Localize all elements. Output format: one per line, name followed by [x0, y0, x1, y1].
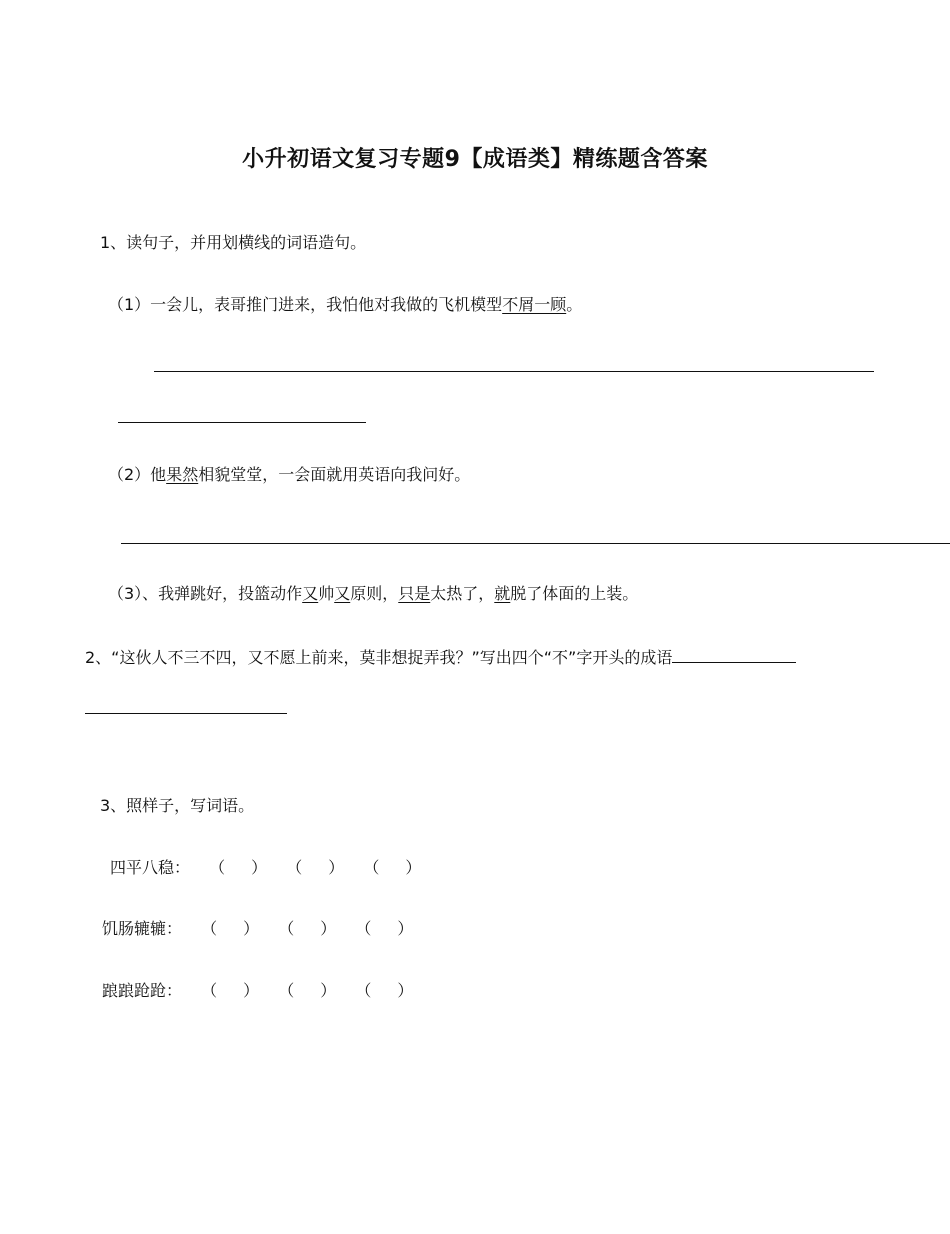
idiom-row: [102, 918, 413, 940]
answer-paren[interactable]: （ ）: [209, 858, 268, 877]
idiom-example: 四平八稳：: [110, 858, 191, 877]
underlined-word: 就: [494, 584, 511, 603]
sentence-text: （2）他: [108, 465, 167, 484]
underlined-word: 又: [334, 584, 351, 603]
answer-line[interactable]: [85, 713, 287, 714]
answer-paren[interactable]: （ ）: [278, 981, 337, 1000]
idiom-row: [102, 980, 413, 1002]
answer-line[interactable]: [121, 543, 950, 544]
question-1-stem: 1、读句子，并用划横线的词语造句。: [100, 233, 367, 252]
answer-paren[interactable]: （ ）: [355, 919, 414, 938]
answer-paren[interactable]: （ ）: [278, 919, 337, 938]
answer-blank[interactable]: [672, 646, 796, 663]
underlined-word: 不屑一顾: [502, 295, 567, 314]
question-1-sentence-1: [108, 294, 582, 316]
answer-paren[interactable]: （ ）: [286, 858, 345, 877]
answer-line[interactable]: [154, 371, 874, 372]
sentence-text: （3）、我弹跳好，投篮动作: [108, 584, 303, 603]
page-title: 小升初语文复习专题9【成语类】精练题含答案: [242, 147, 708, 172]
idiom-example: 踉踉跄跄：: [102, 981, 183, 1000]
idiom-example: 饥肠辘辘：: [102, 919, 183, 938]
underlined-word: 又: [302, 584, 319, 603]
question-2-text: 2、“这伙人不三不四，又不愿上前来，莫非想捉弄我？”写出四个“不”字开头的成语: [85, 648, 673, 667]
question-1-sentence-3: [108, 583, 638, 605]
sentence-text: 原则，: [350, 584, 399, 603]
question-2-stem: [85, 646, 796, 669]
answer-paren[interactable]: （ ）: [201, 981, 260, 1000]
underlined-word: 只是: [398, 584, 431, 603]
sentence-text: 相貌堂堂，一会面就用英语向我问好。: [198, 465, 471, 484]
sentence-text: 脱了体面的上装。: [510, 584, 639, 603]
answer-paren[interactable]: （ ）: [355, 981, 414, 1000]
sentence-text: 帅: [318, 584, 335, 603]
answer-paren[interactable]: （ ）: [201, 919, 260, 938]
question-3-stem: 3、照样子，写词语。: [100, 796, 255, 815]
idiom-row: [110, 857, 421, 879]
sentence-text: 。: [566, 295, 583, 314]
question-1-sentence-2: [108, 464, 470, 486]
answer-paren[interactable]: （ ）: [363, 858, 422, 877]
answer-line[interactable]: [118, 422, 366, 423]
sentence-text: （1）一会儿，表哥推门进来，我怕他对我做的飞机模型: [108, 295, 503, 314]
sentence-text: 太热了，: [430, 584, 495, 603]
underlined-word: 果然: [166, 465, 199, 484]
